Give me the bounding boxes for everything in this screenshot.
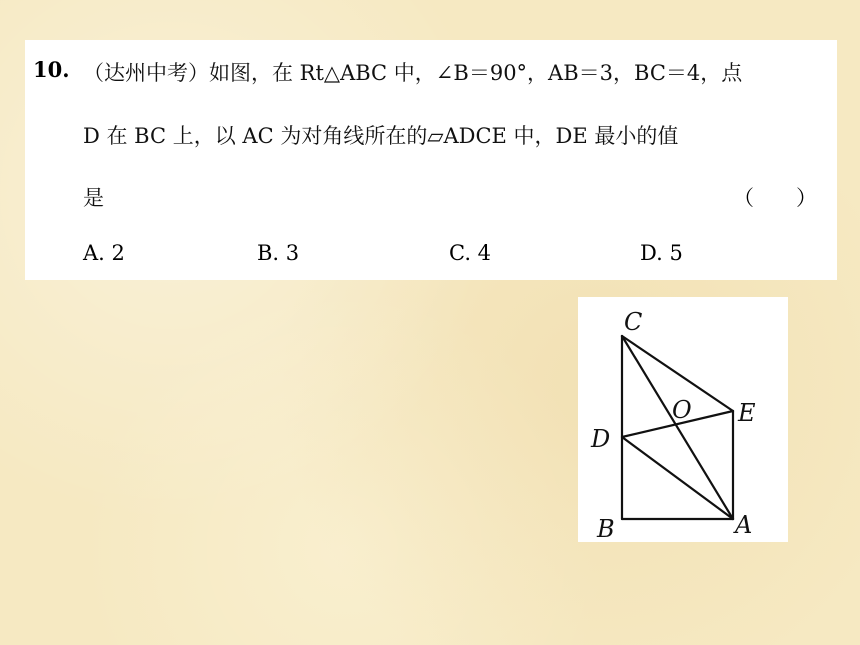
label-b: B [597, 515, 615, 542]
label-c: C [624, 308, 643, 336]
question-number: 10. [33, 57, 70, 82]
question-text-line-3: 是 [83, 186, 104, 210]
option-b[interactable]: B. 3 [257, 241, 300, 265]
label-a: A [735, 511, 753, 539]
question-text-line-1: （达州中考）如图，在 Rt△ABC 中，∠B＝90°，AB＝3，BC＝4，点 [83, 61, 743, 85]
geometry-figure [578, 297, 788, 542]
option-c[interactable]: C. 4 [449, 241, 492, 265]
segment-da [622, 437, 733, 519]
option-a[interactable]: A. 2 [83, 241, 125, 265]
answer-parentheses: （ ） [733, 186, 817, 210]
label-e: E [738, 399, 756, 427]
label-o: O [672, 396, 692, 424]
question-card [25, 40, 837, 280]
label-d: D [591, 425, 611, 453]
option-d[interactable]: D. 5 [640, 241, 683, 265]
segment-ca [622, 336, 733, 519]
question-text-line-2: D 在 BC 上，以 AC 为对角线所在的▱ADCE 中，DE 最小的值 [83, 124, 679, 148]
parallelogram-diagram [578, 297, 788, 542]
